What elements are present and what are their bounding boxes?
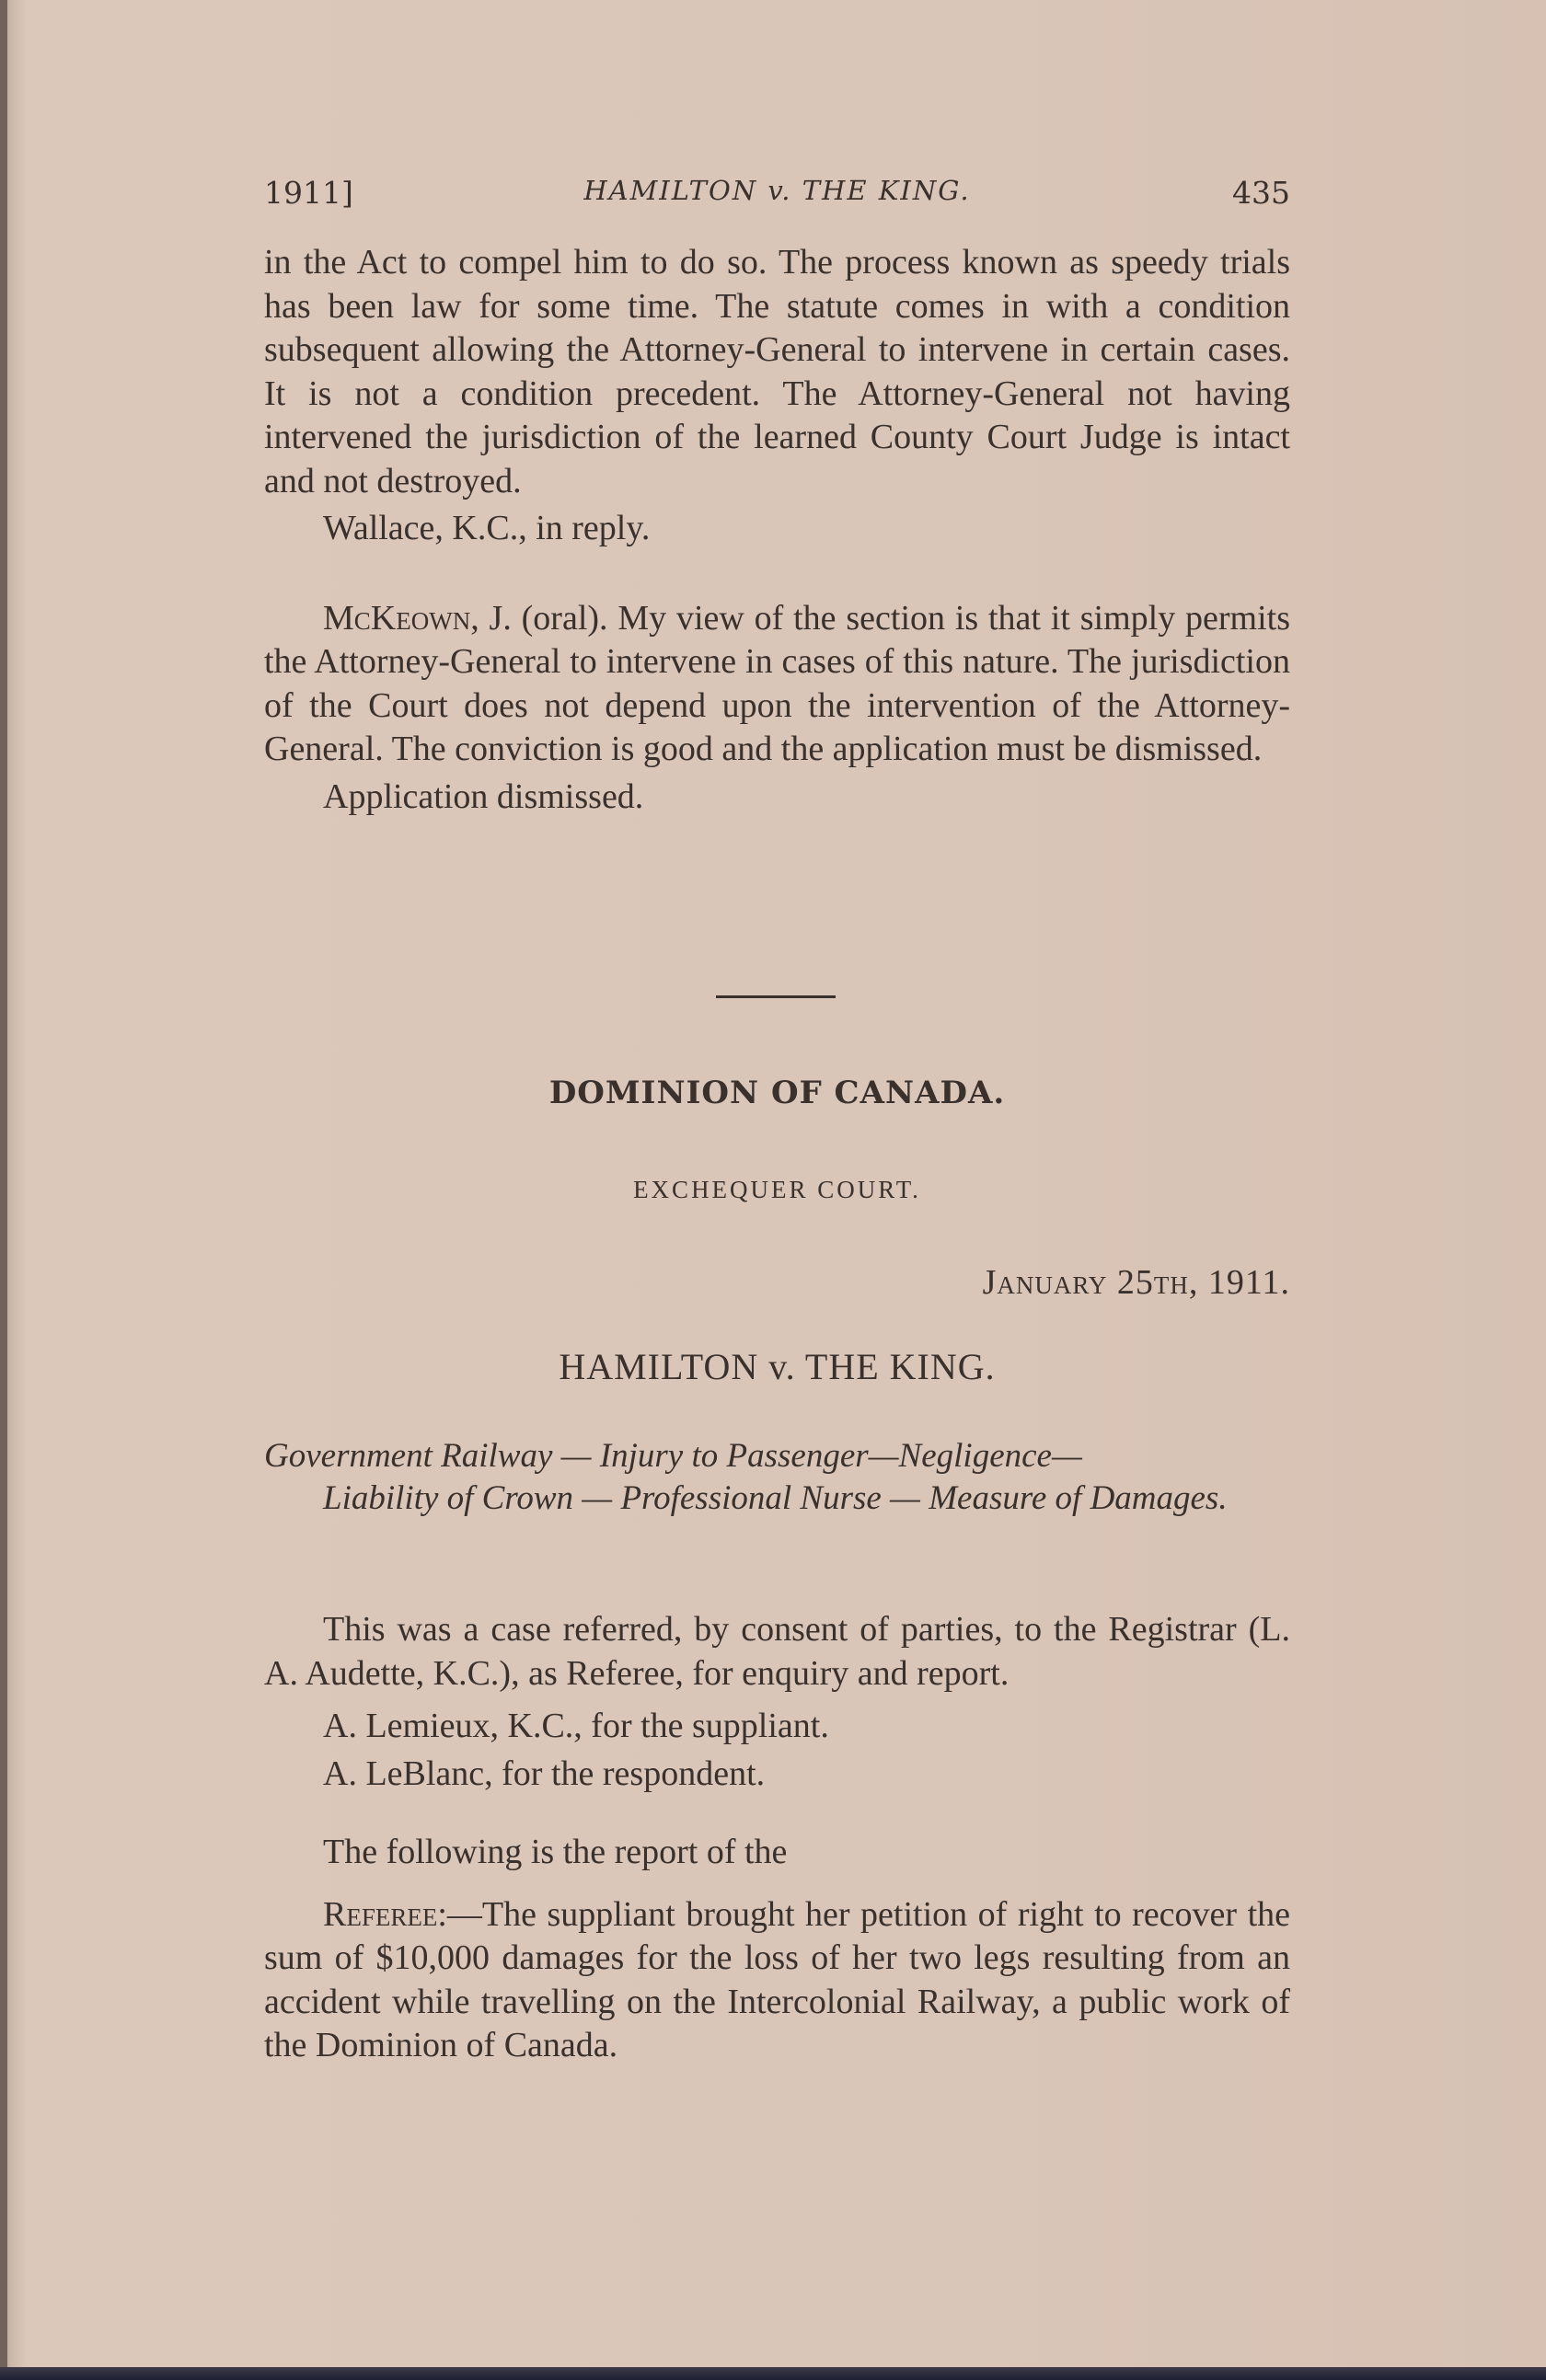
bottom-text-block [264,1608,1290,2068]
court-name: EXCHEQUER COURT. [633,1176,921,1203]
binding-edge [0,0,7,2380]
paragraph-report-intro: The following is the report of the [323,1833,788,1871]
paragraph-argument: in the Act to compel him to do so. The process known as speedy trials has been law for some time. The statute comes in with a condition subsequent allowing the Attorney-General to intervene in certain cases. It is not a condition precedent. The Attorney-General not having intervened the jurisdiction of the learned County Court Judge is intact and not destroyed. [264,243,1290,500]
paragraph-referee [264,1893,1290,2068]
headnote-continuation: Liability of Crown — Professional Nurse — Measure of Damages. [323,1479,1228,1517]
running-title: HAMILTON v. THE KING. [583,175,971,206]
section-title: DOMINION OF CANADA. [548,1075,1006,1111]
referee-text: :—The suppliant brought her petition of right to recover the sum of $10,000 damages for the loss of her two legs resulting from an accident while travelling on the Intercolonial Railway, a public work of the Dominion of Canada. [264,1894,1290,2064]
judge-name: McKeown [323,598,471,638]
case-title: HAMILTON v. THE KING. [559,1346,996,1387]
counsel-respondent: A. LeBlanc, for the respondent. [323,1753,766,1793]
top-text-block [264,241,1290,819]
counsel-suppliant: A. Lemieux, K.C., for the suppliant. [323,1707,829,1745]
judgment-text: , J. (oral). My view of the section is that it simply permits the Attorney-General to intervene in cases of this nature. The jurisdiction of the Court does not depend upon the intervention of the Attorney-General. The conviction is good and the application must be dismissed. [264,598,1290,768]
headnote-line1: Government Railway — Injury to Passenger—Negligence— [264,1437,1082,1475]
paragraph-reply: Wallace, K.C., in reply. [323,509,651,547]
running-header [264,175,1290,221]
paragraph-intro: This was a case referred, by consent of parties, to the Registrar (L. A. Audette, K.C.), as Referee, for enquiry and report. [264,1610,1290,1693]
decision-date: January 25th, 1911. [982,1263,1290,1302]
bottom-edge [0,2367,1546,2380]
page-number: 435 [1232,175,1290,211]
paragraph-disposition: Application dismissed. [323,776,644,816]
section-divider [716,995,836,998]
header-year: 1911] [264,175,353,211]
headnote [264,1435,1290,1520]
referee-label: Referee [323,1894,438,1934]
paragraph-judgment [264,597,1290,772]
